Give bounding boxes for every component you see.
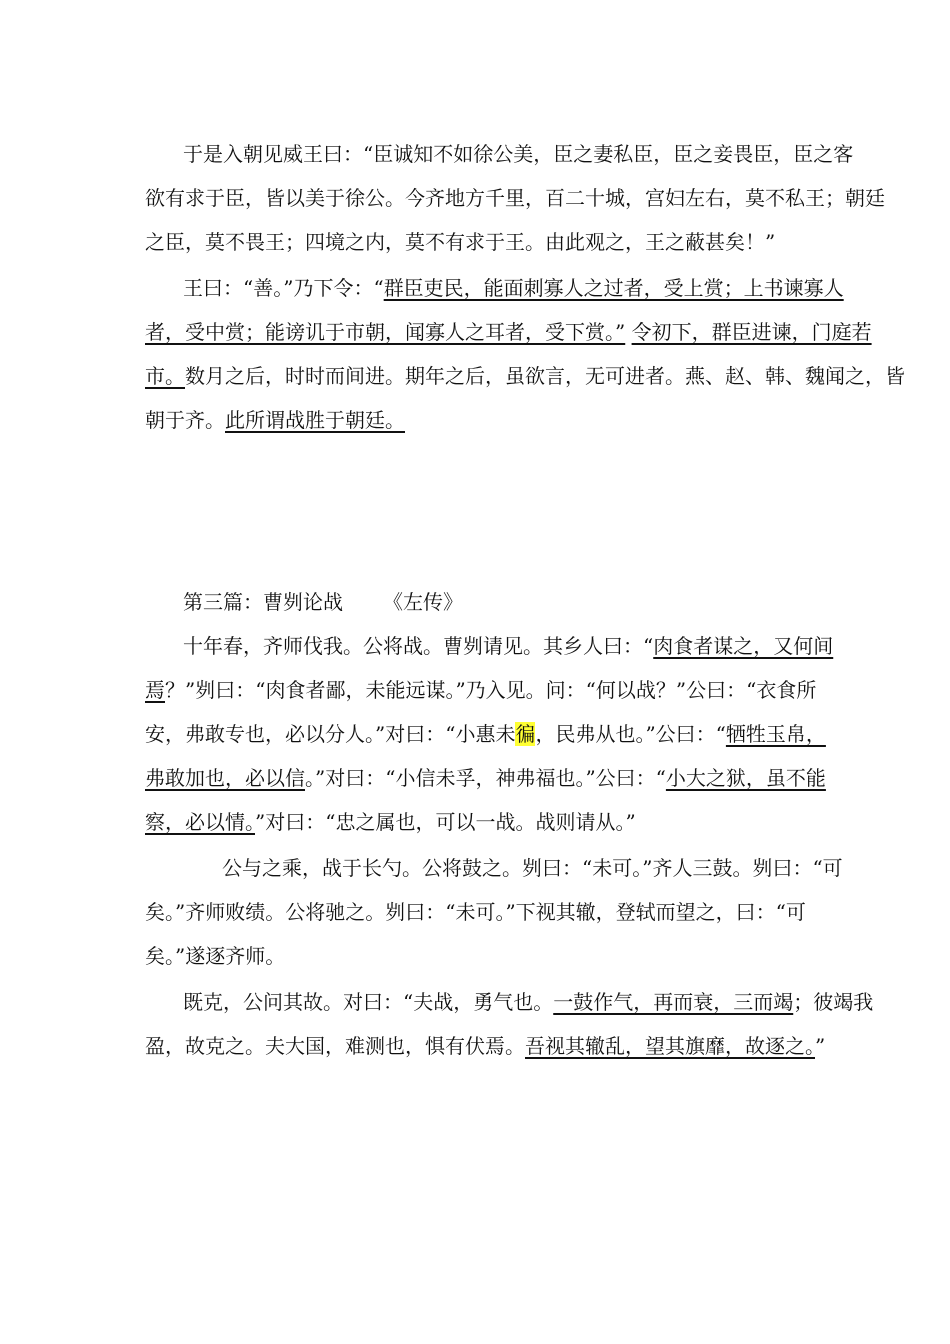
underlined-text: 肉食者谋之，又何间 [653, 634, 834, 658]
underlined-text: 小大之狱，虽不能 [665, 766, 826, 790]
underlined-text: 群臣吏民，能面刺寡人之过者，受上赏；上书谏寡人 [383, 276, 844, 300]
text-line [145, 318, 872, 346]
text-line [145, 676, 817, 704]
text-segment: 朝于齐。 [145, 408, 225, 432]
section-heading [183, 588, 810, 616]
text-line [145, 720, 826, 748]
text-line [145, 1032, 826, 1060]
text-segment: 。”对曰：“小信未孚，神弗福也。”公曰：“ [305, 766, 666, 790]
underlined-text: 一鼓作气，再而衰，三而竭 [553, 990, 794, 1014]
underlined-text: 弗敢加也，必以信 [145, 766, 305, 790]
text-line [183, 632, 834, 660]
text-line [145, 362, 905, 390]
underlined-text: 焉 [145, 678, 165, 702]
text-segment: ” [815, 1034, 826, 1058]
text-segment: 王曰：“善。”乃下令：“ [183, 276, 384, 300]
text-segment: 安，弗敢专也，必以分人。”对曰：“小惠未 [145, 722, 516, 746]
underlined-text: 者，受中赏；能谤讥于市朝，闻寡人之耳者，受下赏。” [145, 320, 626, 344]
text-segment: ？”刿曰：“肉食者鄙，未能远谋。”乃入见。问：“何以战？”公曰：“衣食所 [165, 678, 817, 702]
underlined-text: 牺牲玉帛， [725, 722, 826, 746]
highlighted-character: 徧 [515, 722, 536, 746]
text-segment: ”对曰：“忠之属也，可以一战。战则请从。” [255, 810, 636, 834]
text-line [183, 274, 844, 302]
underlined-text: 察，必以情。 [145, 810, 255, 834]
text-segment: ，民弗从也。”公曰：“ [535, 722, 726, 746]
text-line: 矣。”齐师败绩。公将驰之。刿曰：“未可。”下视其辙，登轼而望之，曰：“可 [145, 900, 806, 924]
text-segment: 既克，公问其故。对曰：“夫战，勇气也。 [183, 990, 554, 1014]
text-line: 矣。”遂逐齐师。 [145, 944, 286, 968]
text-line: 于是入朝见威王曰：“臣诚知不如徐公美，臣之妻私臣，臣之妾畏臣，臣之客 [183, 142, 854, 166]
text-segment: 盈，故克之。夫大国，难测也，惧有伏焉。 [145, 1034, 525, 1058]
text-line: 公与之乘，战于长勺。公将鼓之。刿曰：“未可。”齐人三鼓。刿曰：“可 [222, 856, 843, 880]
text-segment: 数月之后，时时而间进。期年之后，虽欲言，无可进者。燕、赵、韩、魏闻之，皆 [185, 364, 905, 388]
text-line [145, 406, 810, 434]
text-line [183, 988, 874, 1016]
text-line: 之臣，莫不畏王；四境之内，莫不有求于王。由此观之，王之蔽甚矣！” [145, 230, 776, 254]
underlined-text: 此所谓战胜于朝廷。 [225, 408, 405, 432]
underlined-text: 市。 [145, 364, 185, 388]
underlined-text: 令初下，群臣进谏，门庭若 [631, 320, 872, 344]
text-segment: ；彼竭我 [793, 990, 874, 1014]
text-segment: 十年春，齐师伐我。公将战。曹刿请见。其乡人曰：“ [183, 634, 654, 658]
heading-source: 《左传》 [383, 590, 463, 614]
text-line: 欲有求于臣，皆以美于徐公。今齐地方千里，百二十城，宫妇左右，莫不私王；朝廷 [145, 186, 885, 210]
heading-title: 第三篇：曹刿论战 [183, 590, 343, 614]
underlined-text: 吾视其辙乱，望其旗靡，故逐之。 [525, 1034, 815, 1058]
text-line [145, 808, 810, 836]
text-line [145, 764, 826, 792]
